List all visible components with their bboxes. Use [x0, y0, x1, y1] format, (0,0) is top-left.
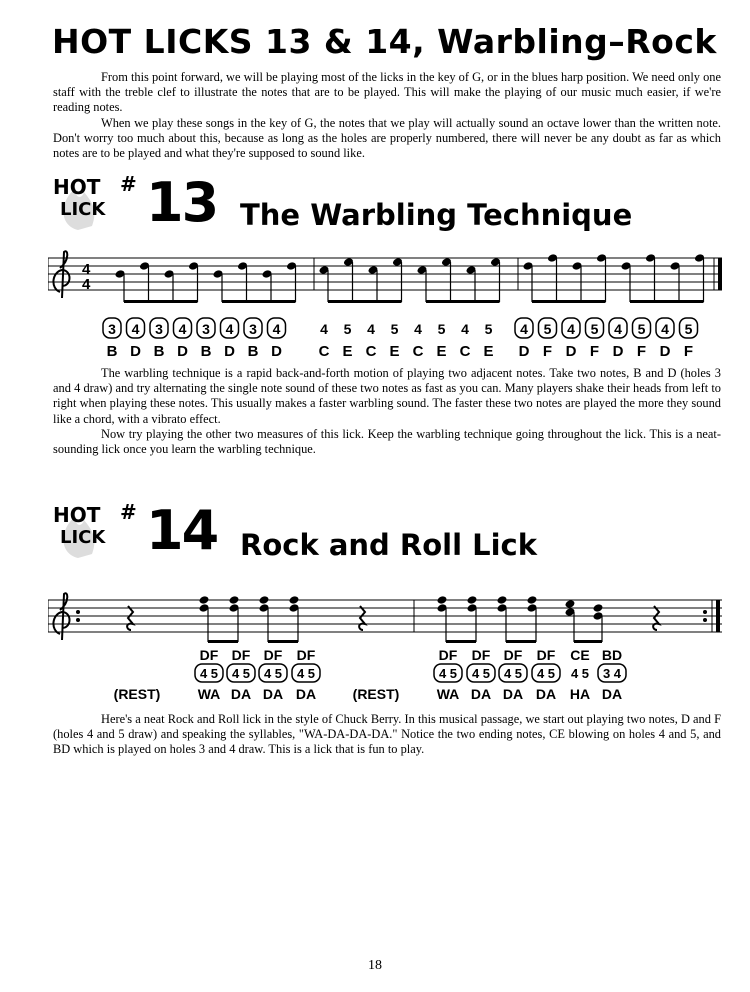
note-letter: C — [412, 343, 424, 360]
syllable: (REST) — [113, 686, 161, 702]
syllable: WA — [436, 686, 460, 702]
note-letter: F — [683, 343, 694, 360]
hole-numbers: 3 4 — [602, 666, 622, 681]
syllable: DA — [230, 686, 252, 702]
badge-lick-text: LICK — [60, 527, 106, 548]
note-letter: C — [318, 343, 330, 360]
note-letter: D — [612, 343, 624, 360]
note-letter: B — [153, 343, 165, 360]
hole-numbers: 4 5 — [199, 666, 219, 681]
lick-14-description — [53, 712, 721, 758]
hot-lick-14-badge — [48, 498, 228, 568]
hole-numbers: 4 5 — [263, 666, 283, 681]
note-beam — [532, 300, 606, 303]
note-letter: D — [130, 343, 141, 360]
note-letter: E — [436, 343, 447, 360]
repeat-dot — [703, 618, 707, 622]
note-letter: B — [106, 343, 118, 360]
badge-hash: # — [120, 172, 137, 196]
badge-hot-text: HOT — [53, 503, 101, 527]
description-paragraph: The warbling technique is a rapid back-and-forth motion of playing two adjacent notes. Take two notes, B and D (holes 3 and 4 draw) and try alternating the single note sound of these two notes as fast as you can. Many players shake their heads from left to right when playing these notes. This usually makes a faster warbling sound. The faster these two notes are played the more they sound like a chord, with a vibrato effect. — [53, 366, 721, 426]
lick-14-tablature — [95, 645, 655, 707]
hole-number: 4 — [178, 321, 187, 337]
chord-notes: DF — [296, 647, 316, 663]
note-head — [437, 595, 448, 605]
hole-number: 4 — [414, 321, 422, 337]
lick-14-staff — [48, 590, 724, 644]
note-letter: E — [342, 343, 353, 360]
note-beam — [208, 640, 238, 643]
hole-number: 5 — [390, 321, 399, 337]
note-head — [467, 595, 478, 605]
hole-number: 3 — [249, 321, 257, 337]
lick-13-tablature — [100, 316, 710, 360]
note-letter: D — [177, 343, 188, 360]
hole-number: 4 — [320, 321, 328, 337]
hole-numbers: 4 5 — [231, 666, 251, 681]
hole-number: 4 — [367, 321, 375, 337]
chord-notes: DF — [536, 647, 556, 663]
hole-number: 5 — [590, 321, 599, 337]
hole-number: 5 — [343, 321, 352, 337]
chord-notes: DF — [471, 647, 491, 663]
page-title: HOT LICKS 13 & 14, Warbling–Rock — [52, 22, 717, 61]
note-beam — [630, 300, 704, 303]
repeat-dot — [703, 610, 707, 614]
hole-numbers: 4 5 — [536, 666, 556, 681]
hole-number: 5 — [437, 321, 446, 337]
hot-lick-13-badge — [48, 170, 228, 240]
repeat-dot — [76, 618, 80, 622]
hole-number: 4 — [567, 321, 575, 337]
lick-number: 14 — [146, 499, 218, 562]
note-head — [565, 599, 576, 609]
syllable: WA — [197, 686, 221, 702]
badge-hash: # — [120, 500, 137, 524]
note-beam — [328, 300, 402, 303]
syllable: DA — [470, 686, 492, 702]
time-signature-top: 4 — [82, 261, 91, 278]
note-letter: E — [483, 343, 494, 360]
note-beam — [506, 640, 536, 643]
syllable: DA — [262, 686, 284, 702]
note-beam — [124, 300, 198, 303]
hole-numbers: 4 5 — [296, 666, 316, 681]
chord-notes: DF — [503, 647, 523, 663]
note-letter: C — [365, 343, 377, 360]
syllable: HA — [569, 686, 591, 702]
chord-notes: DF — [199, 647, 219, 663]
note-beam — [574, 640, 602, 643]
hole-number: 4 — [614, 321, 622, 337]
note-head — [229, 595, 240, 605]
time-signature-bottom: 4 — [82, 276, 91, 293]
note-letter: B — [200, 343, 212, 360]
note-letter: D — [565, 343, 577, 360]
note-head — [199, 595, 210, 605]
final-barline — [718, 258, 722, 290]
chord-notes: DF — [438, 647, 458, 663]
note-letter: D — [518, 343, 530, 360]
lick-13-description — [53, 366, 721, 457]
note-head — [289, 595, 300, 605]
note-letter: C — [459, 343, 471, 360]
chord-notes: BD — [601, 647, 623, 663]
badge-lick-text: LICK — [60, 199, 106, 220]
note-head — [497, 595, 508, 605]
hole-numbers: 4 5 — [570, 666, 590, 681]
description-paragraph: Here's a neat Rock and Roll lick in the style of Chuck Berry. In this musical passage, we start out playing two notes, D and F (holes 4 and 5 draw) and speaking the syllables, "WA-DA-DA-DA." Notice the two ending notes, CE blowing on holes 4 and 5, and BD which is played on holes 3 and 4 draw. This is a lick that is fun to play. — [53, 712, 721, 757]
intro-text — [53, 70, 721, 161]
note-letter: D — [224, 343, 235, 360]
syllable: DA — [535, 686, 557, 702]
note-letter: B — [247, 343, 259, 360]
hole-number: 3 — [108, 321, 116, 337]
chord-notes: DF — [231, 647, 251, 663]
note-beam — [268, 640, 298, 643]
hole-number: 4 — [131, 321, 140, 337]
repeat-dot — [76, 610, 80, 614]
chord-notes: DF — [263, 647, 283, 663]
badge-hot-text: HOT — [53, 175, 101, 199]
note-letter: F — [589, 343, 600, 360]
hole-numbers: 4 5 — [503, 666, 523, 681]
note-letter: D — [659, 343, 671, 360]
hole-number: 4 — [272, 321, 281, 337]
lick-13-heading: The Warbling Technique — [240, 198, 633, 232]
note-head — [527, 595, 538, 605]
hole-numbers: 4 5 — [438, 666, 458, 681]
lick-number: 13 — [146, 171, 218, 234]
hole-numbers: 4 5 — [471, 666, 491, 681]
hole-number: 5 — [637, 321, 646, 337]
final-barline — [716, 600, 720, 632]
note-beam — [426, 300, 500, 303]
note-beam — [446, 640, 476, 643]
hole-number: 5 — [484, 321, 493, 337]
hole-number: 5 — [543, 321, 552, 337]
lick-14-heading: Rock and Roll Lick — [240, 528, 538, 562]
hole-number: 4 — [661, 321, 669, 337]
note-head — [259, 595, 270, 605]
hole-number: 4 — [225, 321, 234, 337]
note-letter: F — [542, 343, 553, 360]
quarter-rest-icon — [127, 606, 133, 630]
chord-notes: CE — [570, 647, 590, 663]
note-letter: D — [271, 343, 282, 360]
quarter-rest-icon — [359, 606, 365, 630]
note-head — [593, 603, 604, 613]
hole-number: 4 — [520, 321, 528, 337]
intro-paragraph: When we play these songs in the key of G, the notes that we play will actually sound an octave lower than the written note. Don't worry too much about this, because as long as the holes are properly numbered, there will never be any doubt as far as which notes are to be played and what they're supposed to sound like. — [53, 115, 721, 161]
description-paragraph: Now try playing the other two measures of this lick. Keep the warbling technique going throughout the lick. This is a neat-sounding lick once you learn the warbling technique. — [53, 426, 721, 457]
note-letter: E — [389, 343, 400, 360]
hole-number: 3 — [202, 321, 210, 337]
page-number: 18 — [368, 958, 382, 973]
intro-paragraph: From this point forward, we will be playing most of the licks in the key of G, or in the blues harp position. We need only one staff with the treble clef to illustrate the notes that are to be played. This will make the playing of our music much easier, if we're reading notes. — [53, 70, 721, 115]
hole-number: 3 — [155, 321, 163, 337]
hole-number: 4 — [461, 321, 469, 337]
quarter-rest-icon — [653, 606, 659, 630]
syllable: DA — [502, 686, 524, 702]
lick-13-staff — [48, 250, 724, 310]
note-letter: F — [636, 343, 647, 360]
syllable: DA — [601, 686, 623, 702]
syllable: (REST) — [352, 686, 400, 702]
syllable: DA — [295, 686, 317, 702]
note-beam — [222, 300, 296, 303]
hole-number: 5 — [684, 321, 693, 337]
